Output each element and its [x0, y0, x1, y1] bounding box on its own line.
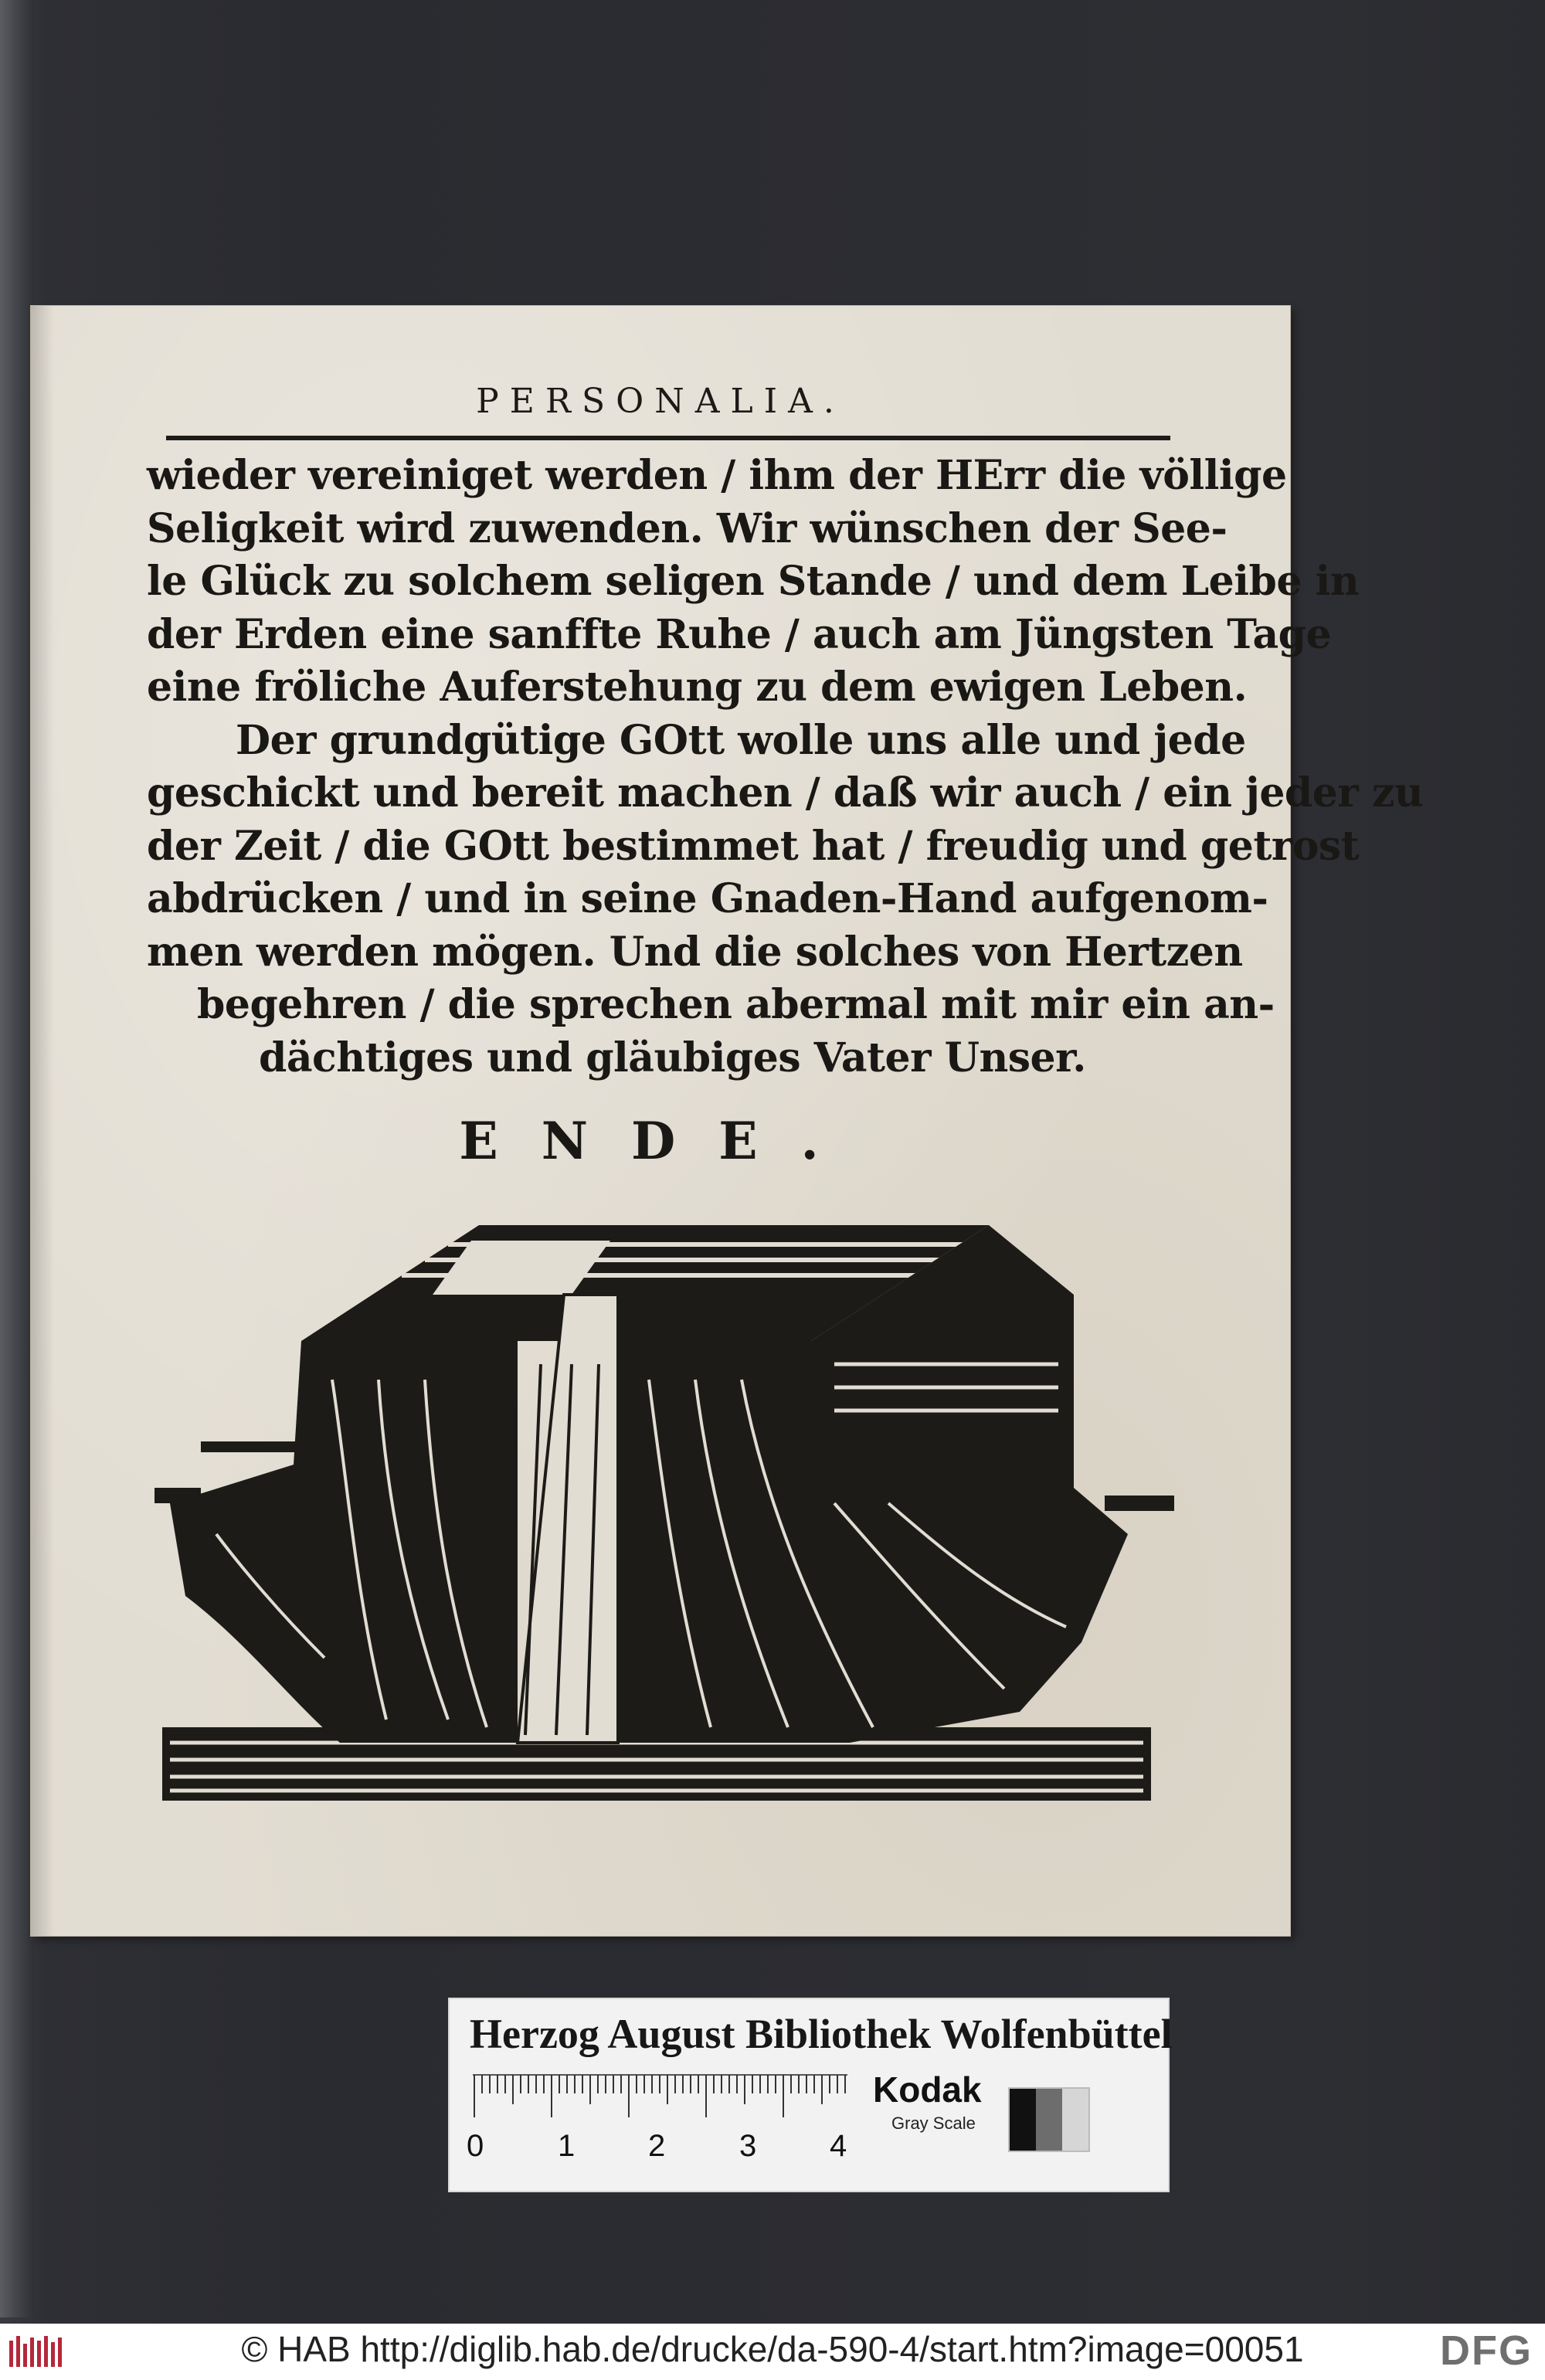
gray-swatches	[1008, 2087, 1090, 2152]
text-line: der Erden eine sanffte Ruhe / auch am Jüngsten Tage	[147, 610, 1332, 658]
ruler-number: 3	[739, 2129, 757, 2163]
ruler-number: 2	[648, 2129, 666, 2163]
swatch-black	[1010, 2089, 1036, 2151]
text-line: wieder vereiniget werden / ihm der HErr die völlige	[147, 452, 1287, 499]
color-scale-card	[450, 1999, 1173, 2191]
header-rule	[166, 436, 1170, 440]
ruler	[473, 2073, 859, 2166]
text-line: abdrücken / und in seine Gnaden-Hand aufgenom-	[147, 875, 1268, 922]
text-line: le Glück zu solchem seligen Stande / und dem Leibe in	[147, 558, 1360, 605]
footer-bar	[0, 2324, 1545, 2380]
kodak-brand: Kodak	[873, 2069, 982, 2110]
text-line: men werden mögen. Und die solches von Hertzen	[147, 928, 1243, 976]
text-line: begehren / die sprechen abermal mit mir ein an-	[197, 981, 1275, 1028]
ende-heading: ENDE.	[459, 1111, 862, 1171]
swatch-gray	[1036, 2089, 1062, 2151]
text-line: geschickt und bereit machen / daß wir auch / ein jeder zu	[147, 769, 1424, 817]
text-line: eine fröliche Auferstehung zu dem ewigen Leben.	[147, 664, 1248, 711]
text-line: dächtiges und gläubiges Vater Unser.	[259, 1034, 1086, 1081]
copyright-url[interactable]: © HAB http://diglib.hab.de/drucke/da-590-4/start.htm?image=00051	[241, 2329, 1304, 2369]
swatch-light	[1062, 2089, 1088, 2151]
book-page	[31, 306, 1424, 1936]
text-block	[147, 450, 1424, 1085]
ruler-number: 0	[467, 2129, 484, 2163]
gray-scale-label: Gray Scale	[891, 2113, 976, 2133]
book-edge	[0, 0, 34, 2317]
running-head: PERSONALIA.	[476, 382, 845, 421]
text-line: Seligkeit wird zuwenden. Wir wünschen der See-	[147, 504, 1228, 552]
ruler-number: 4	[830, 2129, 847, 2163]
text-line: der Zeit / die GOtt bestimmet hat / freudig und getrost	[147, 822, 1360, 870]
coffin-woodcut	[154, 1210, 1174, 1828]
dfg-logo: DFG	[1440, 2327, 1533, 2374]
ruler-number: 1	[558, 2129, 576, 2163]
library-name: Herzog August Bibliothek Wolfenbüttel	[470, 2011, 1173, 2057]
text-line: Der grundgütige GOtt wolle uns alle und jede	[236, 716, 1246, 764]
